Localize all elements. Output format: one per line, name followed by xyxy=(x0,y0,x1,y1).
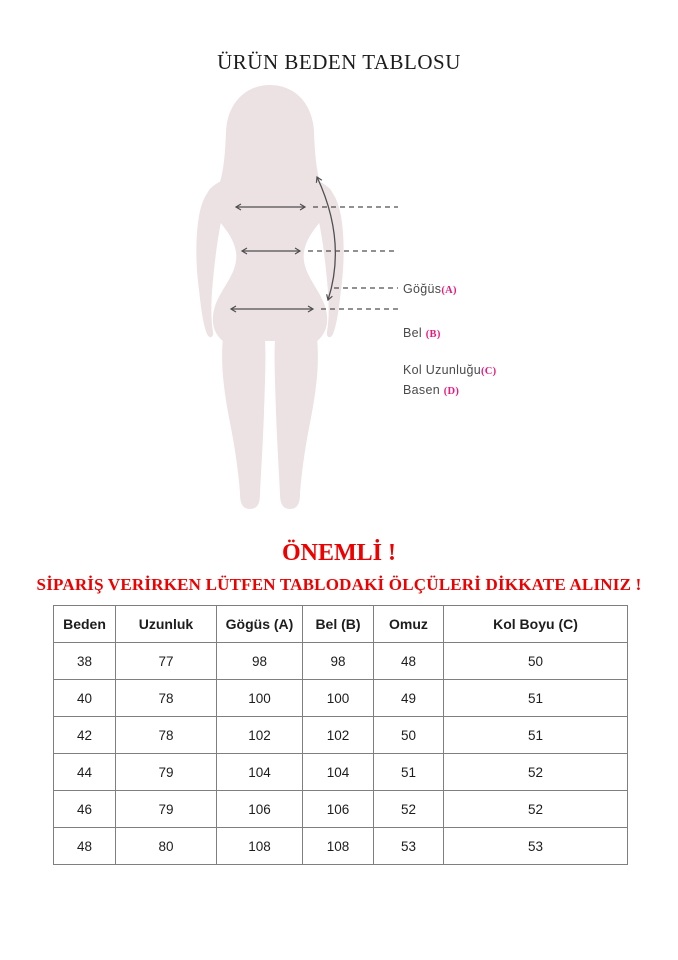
table-row xyxy=(54,828,628,865)
table-cell: 52 xyxy=(374,791,444,828)
table-row xyxy=(54,717,628,754)
table-cell: 44 xyxy=(54,754,116,791)
table-cell: 51 xyxy=(374,754,444,791)
table-cell: 79 xyxy=(116,754,217,791)
table-cell: 77 xyxy=(116,643,217,680)
table-cell: 108 xyxy=(217,828,303,865)
table-cell: 53 xyxy=(374,828,444,865)
table-cell: 108 xyxy=(303,828,374,865)
measure-letter-d: (D) xyxy=(443,386,460,397)
header-gogus: Gögüs (A) xyxy=(217,606,303,643)
table-cell: 46 xyxy=(54,791,116,828)
header-bel: Bel (B) xyxy=(303,606,374,643)
measure-label-hip-text: Basen xyxy=(403,383,444,397)
table-cell: 50 xyxy=(444,643,628,680)
header-uzunluk: Uzunluk xyxy=(116,606,217,643)
measure-label-chest xyxy=(403,282,457,297)
table-cell: 40 xyxy=(54,680,116,717)
table-cell: 98 xyxy=(217,643,303,680)
header-kol-boyu: Kol Boyu (C) xyxy=(444,606,628,643)
table-cell: 102 xyxy=(303,717,374,754)
header-beden: Beden xyxy=(54,606,116,643)
table-cell: 49 xyxy=(374,680,444,717)
measure-label-chest-text: Göğüs xyxy=(403,282,442,296)
table-cell: 53 xyxy=(444,828,628,865)
table-cell: 78 xyxy=(116,717,217,754)
figure-diagram-svg xyxy=(75,82,535,514)
measure-label-hip xyxy=(403,383,459,398)
table-cell: 102 xyxy=(217,717,303,754)
body-silhouette-icon xyxy=(196,85,343,509)
measure-letter-b: (B) xyxy=(425,329,441,340)
table-cell: 78 xyxy=(116,680,217,717)
table-cell: 80 xyxy=(116,828,217,865)
page-title: ÜRÜN BEDEN TABLOSU xyxy=(217,50,461,74)
table-cell: 79 xyxy=(116,791,217,828)
table-cell: 52 xyxy=(444,754,628,791)
table-cell: 50 xyxy=(374,717,444,754)
size-table xyxy=(53,605,628,865)
table-cell: 51 xyxy=(444,680,628,717)
table-cell: 106 xyxy=(303,791,374,828)
table-row xyxy=(54,680,628,717)
size-diagram xyxy=(0,82,678,514)
warning-block xyxy=(0,536,678,597)
table-row xyxy=(54,754,628,791)
table-cell: 104 xyxy=(217,754,303,791)
size-table-header-row xyxy=(54,606,628,643)
measure-letter-c: (C) xyxy=(480,366,497,377)
table-cell: 48 xyxy=(374,643,444,680)
warning-subheading: SİPARİŞ VERİRKEN LÜTFEN TABLODAKİ ÖLÇÜLERİ DİKKATE ALINIZ ! xyxy=(36,575,642,594)
header-omuz: Omuz xyxy=(374,606,444,643)
table-row xyxy=(54,643,628,680)
table-cell: 52 xyxy=(444,791,628,828)
table-cell: 38 xyxy=(54,643,116,680)
table-cell: 106 xyxy=(217,791,303,828)
table-cell: 48 xyxy=(54,828,116,865)
warning-heading: ÖNEMLİ ! xyxy=(282,540,396,566)
table-cell: 100 xyxy=(303,680,374,717)
table-cell: 100 xyxy=(217,680,303,717)
table-cell: 42 xyxy=(54,717,116,754)
table-row xyxy=(54,791,628,828)
measure-label-waist xyxy=(403,326,441,341)
measure-label-arm xyxy=(403,363,496,378)
table-cell: 98 xyxy=(303,643,374,680)
measure-label-arm-text: Kol Uzunluğu xyxy=(403,363,481,377)
measure-letter-a: (A) xyxy=(441,285,457,296)
table-cell: 104 xyxy=(303,754,374,791)
measure-label-waist-text: Bel xyxy=(403,326,426,340)
table-cell: 51 xyxy=(444,717,628,754)
